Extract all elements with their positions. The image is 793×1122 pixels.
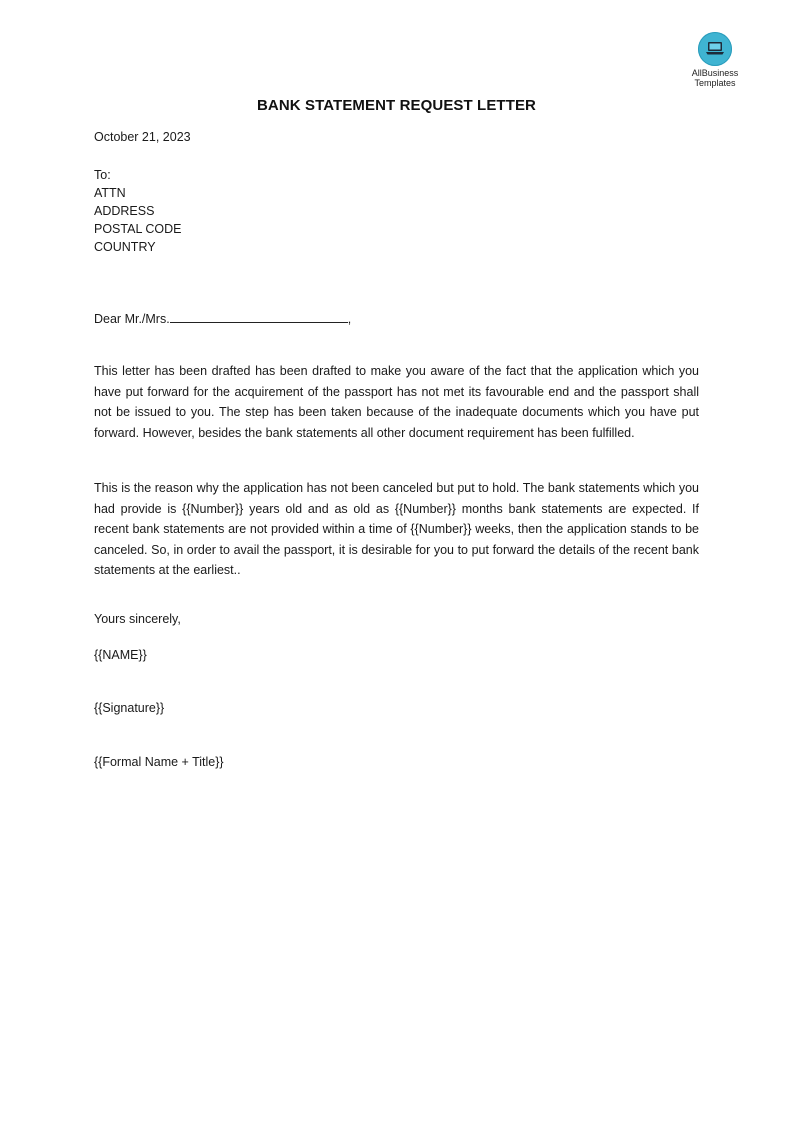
address-line: ADDRESS: [94, 204, 155, 218]
recipient-address: [94, 166, 182, 256]
sender-name: {{NAME}}: [94, 648, 147, 662]
letter-date: October 21, 2023: [94, 130, 191, 144]
salutation-blank-line: [170, 310, 348, 323]
sender-signature: {{Signature}}: [94, 701, 165, 715]
salutation-suffix: ,: [347, 312, 352, 326]
salutation: [94, 310, 351, 326]
salutation-prefix: Dear Mr./Mrs.: [94, 312, 170, 326]
logo-line-2: Templates: [694, 78, 736, 88]
sender-formal-name: {{Formal Name + Title}}: [94, 755, 224, 769]
logo-line-1: AllBusiness: [691, 68, 739, 78]
brand-logo: [680, 32, 750, 88]
address-line: ATTN: [94, 186, 126, 200]
address-line: POSTAL CODE: [94, 222, 182, 236]
laptop-icon: [698, 32, 732, 66]
address-line: To:: [94, 168, 111, 182]
logo-text: [680, 68, 750, 88]
address-line: COUNTRY: [94, 240, 156, 254]
body-paragraph-2: This is the reason why the application has not been canceled but put to hold. The bank statements which you had provide is {{Number}} years old and as old as {{Number}} months bank statements are expected. If recent bank statements are not provided within a time of {{Number}} weeks, then the application stands to be canceled. So, in order to avail the passport, it is desirable for you to put forward the details of the recent bank statements at the earliest..: [94, 481, 699, 577]
letter-title: BANK STATEMENT REQUEST LETTER: [256, 97, 536, 114]
closing: Yours sincerely,: [94, 612, 181, 626]
body-paragraph-1: This letter has been drafted has been drafted to make you aware of the fact that the application which you have put forward for the acquirement of the passport has not met its favourable end and the passport shall not be issued to you. The step has been taken because of the inadequate documents which you have put forward. However, besides the bank statements all other document requirement has been fulfilled.: [94, 364, 699, 440]
